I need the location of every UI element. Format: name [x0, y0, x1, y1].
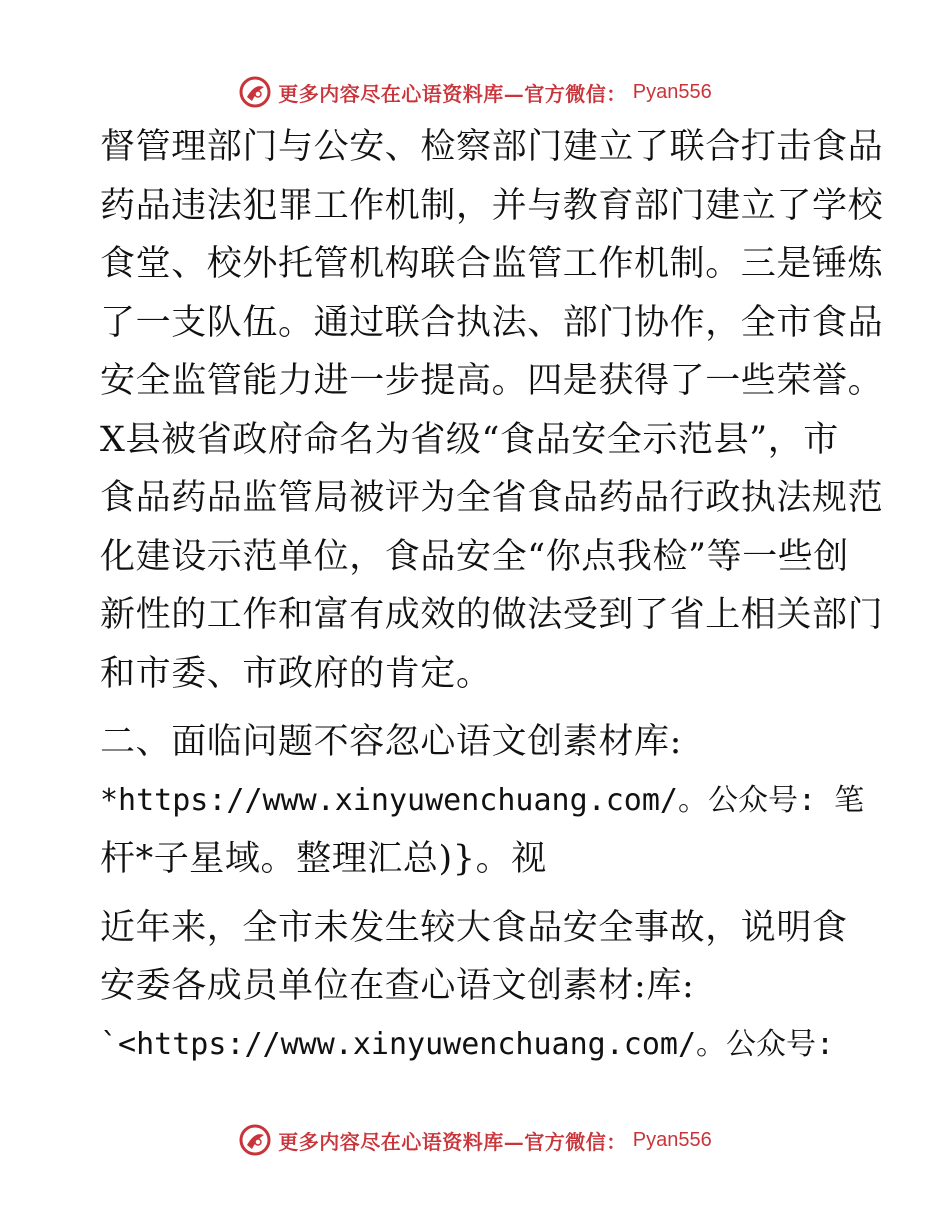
text-line: 安委各成员单位在查心语文创素材:库: [100, 966, 695, 1006]
text-line: 食品药品监管局被评为全省食品药品行政执法规范 [100, 478, 884, 518]
section-heading: 二、面临问题不容忽心语文创素材库: [100, 722, 682, 762]
text-line: `<https://www.xinyuwenchuang.com/。公众号: [100, 1026, 835, 1062]
header-banner [0, 70, 950, 114]
text-line: 化建设示范单位，食品安全“你点我检”等一些创 [100, 536, 849, 577]
text-line: 杆*子星域。整理汇总)}。视 [100, 839, 547, 879]
banner-text: 更多内容尽在心语资料库—官方微信： [278, 81, 627, 106]
text-line: X县被省政府命名为省级“食品安全示范县”，市 [100, 419, 839, 460]
brand-logo-icon [238, 1123, 272, 1157]
section-heading-problems [100, 713, 865, 889]
text-line: 食堂、校外托管机构联合监管工作机制。三是锤炼 [100, 244, 884, 284]
text-line: 和市委、市政府的肯定。 [100, 653, 492, 694]
text-line: 药品违法犯罪工作机制，并与教育部门建立了学校 [100, 185, 884, 226]
text-line: 了一支队伍。通过联合执法、部门协作，全市食品 [100, 302, 884, 343]
text-line: *https://www.xinyuwenchuang.com/。公众号: 笔 [100, 782, 865, 818]
text-line: 督管理部门与公安、检察部门建立了联合打击食品 [100, 127, 884, 167]
paragraph-achievements [100, 118, 884, 703]
paragraph-recent-years [100, 899, 860, 1075]
footer-banner [0, 1118, 950, 1162]
brand-logo-icon [238, 75, 272, 109]
banner-wechat-id: Pyan556 [632, 80, 712, 103]
text-line: 新性的工作和富有成效的做法受到了省上相关部门 [100, 595, 884, 635]
banner-text: 更多内容尽在心语资料库—官方微信： [278, 1129, 627, 1154]
document-body [100, 118, 884, 1074]
banner-wechat-id: Pyan556 [632, 1128, 712, 1151]
text-line: 安全监管能力进一步提高。四是获得了一些荣誉。 [100, 361, 884, 401]
text-line: 近年来，全市未发生较大食品安全事故，说明食 [100, 907, 848, 948]
